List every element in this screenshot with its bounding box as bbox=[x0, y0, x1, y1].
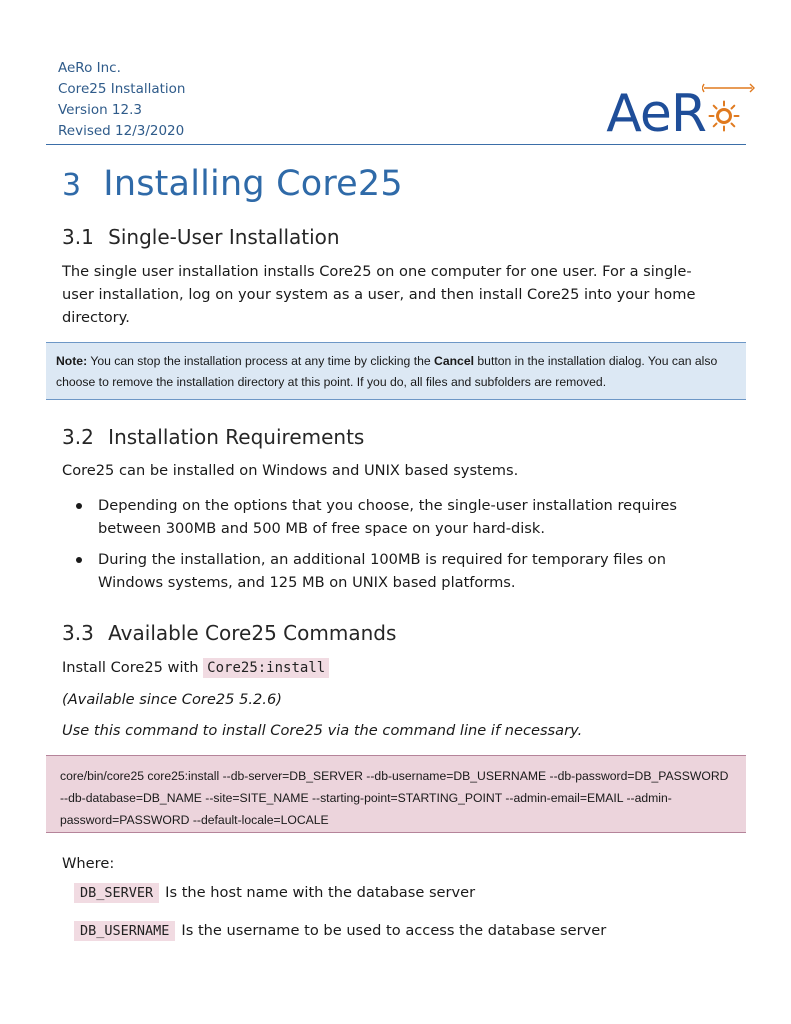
param-description: Is the host name with the database server bbox=[165, 884, 476, 901]
section-3-2-heading bbox=[62, 425, 364, 449]
install-command-line bbox=[62, 656, 722, 680]
command-code-block bbox=[46, 755, 746, 833]
param-row bbox=[74, 882, 475, 904]
section-number: 3.3 bbox=[62, 621, 94, 645]
param-name-code: DB_USERNAME bbox=[74, 921, 175, 941]
header-divider bbox=[46, 144, 746, 145]
note-label: Note: bbox=[56, 354, 88, 368]
section-number: 3.1 bbox=[62, 225, 94, 249]
sun-o-icon bbox=[708, 100, 740, 132]
document-title: Core25 Installation bbox=[58, 81, 186, 97]
section-3-3-heading bbox=[62, 621, 396, 645]
bullet-icon bbox=[76, 557, 82, 563]
version-label: Version 12.3 bbox=[58, 102, 142, 118]
note-cancel-term: Cancel bbox=[434, 354, 474, 368]
bullet-icon bbox=[76, 503, 82, 509]
requirements-list bbox=[62, 494, 722, 602]
section-title: Installation Requirements bbox=[108, 425, 365, 449]
section-number: 3 bbox=[62, 168, 82, 203]
install-prefix: Install Core25 with bbox=[62, 659, 199, 676]
list-item-text: During the installation, an additional 100MB is required for temporary files on Windows systems, and 125 MB on UNIX based platforms. bbox=[98, 551, 666, 591]
param-name-code: DB_SERVER bbox=[74, 883, 159, 903]
install-command-code: Core25:install bbox=[203, 658, 329, 678]
section-3-1-heading bbox=[62, 225, 340, 249]
company-name: AeRo Inc. bbox=[58, 60, 121, 76]
command-line-text: core/bin/core25 core25:install --db-server=DB_SERVER --db-username=DB_USERNAME --db-password=DB_PASSWORD --db-database=DB_NAME --site=SITE_NAME --starting-point=STARTING_POINT --admin-email=EMAIL --admin-password=PASSWORD --default-locale=LOCALE bbox=[60, 769, 729, 827]
section-title: Available Core25 Commands bbox=[108, 621, 397, 645]
section-number: 3.2 bbox=[62, 425, 94, 449]
list-item bbox=[62, 494, 722, 540]
param-row bbox=[74, 920, 606, 942]
section-title: Single-User Installation bbox=[108, 225, 340, 249]
note-text-post: button in the installation dialog. You can also choose to remove the installation directory at this point. If you do, all files and subfolders are removed. bbox=[56, 354, 718, 389]
list-item bbox=[62, 548, 722, 594]
section-title: Installing Core25 bbox=[103, 164, 403, 204]
logo-arrow-icon bbox=[702, 82, 756, 94]
document-header bbox=[58, 58, 748, 146]
logo-text: AeR bbox=[606, 84, 706, 144]
usage-note: Use this command to install Core25 via the command line if necessary. bbox=[62, 722, 583, 739]
section-3-heading bbox=[62, 164, 403, 204]
param-description: Is the username to be used to access the database server bbox=[181, 922, 607, 939]
aero-logo bbox=[606, 78, 740, 144]
where-label: Where: bbox=[62, 855, 115, 872]
note-callout bbox=[46, 342, 746, 400]
revised-date: Revised 12/3/2020 bbox=[58, 123, 185, 139]
available-since: (Available since Core25 5.2.6) bbox=[62, 691, 282, 708]
list-item-text: Depending on the options that you choose, the single-user installation requires between 300MB and 500 MB of free space on your hard-disk. bbox=[98, 497, 677, 537]
single-user-paragraph: The single user installation installs Core25 on one computer for one user. For a single-user installation, log on your system as a user, and then install Core25 into your home directory. bbox=[62, 263, 696, 326]
requirements-intro: Core25 can be installed on Windows and UNIX based systems. bbox=[62, 462, 519, 479]
note-text-pre: You can stop the installation process at any time by clicking the bbox=[87, 354, 435, 368]
